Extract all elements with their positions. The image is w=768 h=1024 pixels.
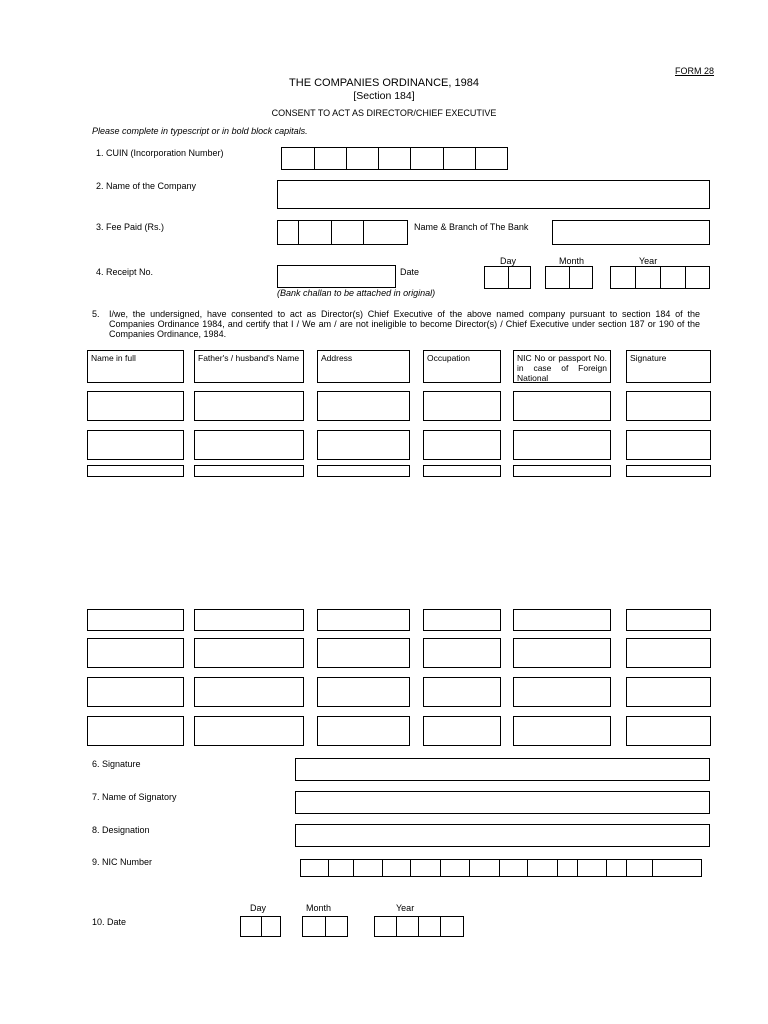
signature-field[interactable] [295,758,710,781]
header-nic-passport: NIC No or passport No. in case of Foreign National [513,350,611,383]
nic-label: 9. NIC Number [92,857,153,867]
year-label: Year [639,256,658,266]
nic-cell[interactable] [513,677,611,707]
date-label: Date [400,267,420,277]
receipt-label: 4. Receipt No. [96,267,154,277]
receipt-number-field[interactable] [277,265,396,288]
nic-cell[interactable] [513,391,611,421]
address-cell[interactable] [317,716,410,746]
bank-label: Name & Branch of The Bank [414,222,529,232]
form-section: [Section 184] [353,90,415,102]
father-name-cell[interactable] [194,716,304,746]
date-label-10: 10. Date [92,917,127,927]
address-cell[interactable] [317,638,410,668]
father-name-cell[interactable] [194,465,304,477]
declaration-line-2: Companies Ordinance 1984, and certify that I / We am / are not ineligible to become Director(s) / Chief Executive under section 187 or 190 of the [109,319,700,329]
date-month-input[interactable] [302,916,348,937]
father-name-cell[interactable] [194,638,304,668]
cuin-input[interactable] [281,147,508,170]
header-address: Address [317,350,410,383]
header-father-name: Father's / husband's Name [194,350,304,383]
nic-cell[interactable] [513,430,611,460]
signature-cell[interactable] [626,716,711,746]
address-cell[interactable] [317,677,410,707]
signature-cell[interactable] [626,609,711,631]
name-cell[interactable] [87,430,184,460]
month-label: Month [559,256,585,266]
declaration-line-3: Companies Ordinance, 1984. [109,329,227,339]
occupation-cell[interactable] [423,465,501,477]
date-year-label: Year [396,903,415,913]
fee-paid-input[interactable] [277,220,408,245]
header-occupation: Occupation [423,350,501,383]
name-cell[interactable] [87,677,184,707]
signature-cell[interactable] [626,391,711,421]
form-number: FORM 28 [675,66,715,76]
occupation-cell[interactable] [423,391,501,421]
signatory-label: 7. Name of Signatory [92,792,177,802]
header-name-in-full: Name in full [87,350,184,383]
occupation-cell[interactable] [423,638,501,668]
name-cell[interactable] [87,716,184,746]
name-cell[interactable] [87,638,184,668]
occupation-cell[interactable] [423,716,501,746]
form-title: THE COMPANIES ORDINANCE, 1984 [289,77,479,89]
nic-cell[interactable] [513,465,611,477]
address-cell[interactable] [317,609,410,631]
nic-cell[interactable] [513,716,611,746]
occupation-cell[interactable] [423,430,501,460]
nic-cell[interactable] [513,609,611,631]
signatory-name-field[interactable] [295,791,710,814]
company-name-field[interactable] [277,180,710,209]
name-cell[interactable] [87,465,184,477]
father-name-cell[interactable] [194,391,304,421]
nic-number-input[interactable] [300,859,702,877]
header-signature: Signature [626,350,711,383]
nic-cell[interactable] [513,638,611,668]
cuin-label: 1. CUIN (Incorporation Number) [96,148,224,158]
date-year-input[interactable] [374,916,464,937]
father-name-cell[interactable] [194,609,304,631]
declaration-number: 5. [92,309,100,319]
designation-field[interactable] [295,824,710,847]
signature-cell[interactable] [626,638,711,668]
fee-label: 3. Fee Paid (Rs.) [96,222,165,232]
address-cell[interactable] [317,430,410,460]
occupation-cell[interactable] [423,609,501,631]
declaration-line-1: I/we, the undersigned, have consented to act as Director(s) Chief Executive of the above named company pursuant to section 184 of the [109,309,700,319]
bank-branch-field[interactable] [552,220,710,245]
name-cell[interactable] [87,391,184,421]
occupation-cell[interactable] [423,677,501,707]
address-cell[interactable] [317,391,410,421]
day-label: Day [500,256,517,266]
address-cell[interactable] [317,465,410,477]
challan-note: (Bank challan to be attached in original) [277,288,436,298]
father-name-cell[interactable] [194,677,304,707]
designation-label: 8. Designation [92,825,150,835]
receipt-year-input[interactable] [610,266,710,289]
father-name-cell[interactable] [194,430,304,460]
date-day-input[interactable] [240,916,281,937]
date-month-label: Month [306,903,332,913]
date-day-label: Day [250,903,267,913]
signature-cell[interactable] [626,430,711,460]
name-cell[interactable] [87,609,184,631]
form-subtitle: CONSENT TO ACT AS DIRECTOR/CHIEF EXECUTIVE [271,108,497,118]
signature-cell[interactable] [626,677,711,707]
company-label: 2. Name of the Company [96,181,197,191]
instruction-text: Please complete in typescript or in bold block capitals. [92,126,308,136]
signature-label: 6. Signature [92,759,141,769]
receipt-day-input[interactable] [484,266,531,289]
signature-cell[interactable] [626,465,711,477]
receipt-month-input[interactable] [545,266,593,289]
